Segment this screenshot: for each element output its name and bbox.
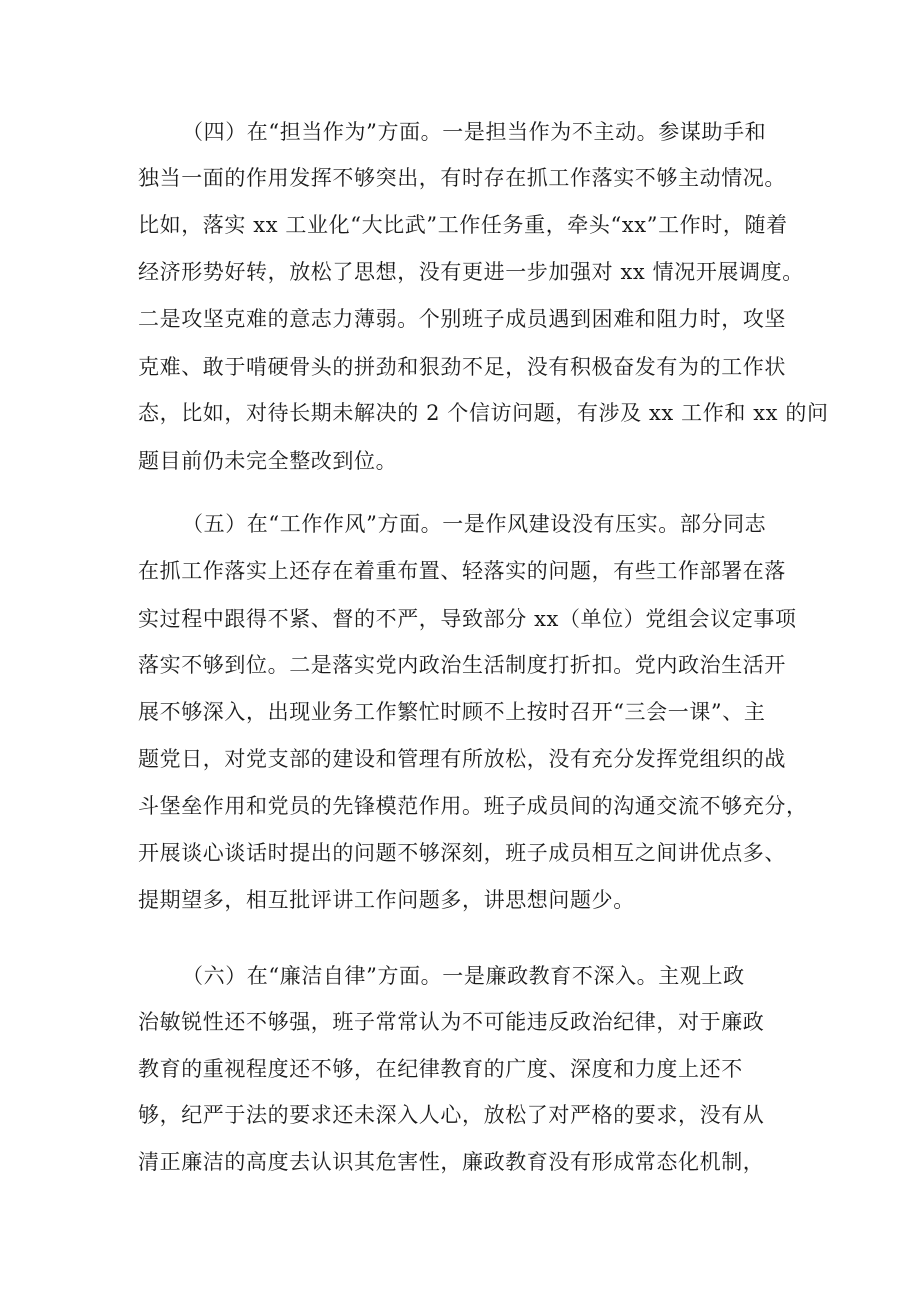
paragraph-line: 斗堡垒作用和党员的先锋模范作用。班子成员间的沟通交流不够充分， — [138, 794, 808, 818]
paragraph-line: 克难、敢于啃硬骨头的拼劲和狠劲不足，没有积极奋发有为的工作状 — [138, 355, 786, 379]
paragraph-line: （四）在“担当作为”方面。一是担当作为不主动。参谋助手和 — [182, 120, 767, 144]
paragraph-line: 教育的重视程度还不够，在纪律教育的广度、深度和力度上还不 — [138, 1057, 743, 1081]
paragraph-line: 题目前仍未完全整改到位。 — [138, 449, 398, 473]
paragraph-line: 比如，落实 xx 工业化“大比武”工作任务重，牵头“xx”工作时，随着 — [138, 213, 788, 237]
paragraph-line: 独当一面的作用发挥不够突出，有时存在抓工作落实不够主动情况。 — [138, 166, 786, 190]
paragraph-line: 落实不够到位。二是落实党内政治生活制度打折扣。党内政治生活开 — [138, 653, 786, 677]
paragraph-line: 二是攻坚克难的意志力薄弱。个别班子成员遇到困难和阻力时，攻坚 — [138, 307, 786, 331]
paragraph-line: 经济形势好转，放松了思想，没有更进一步加强对 xx 情况开展调度。 — [138, 260, 804, 284]
paragraph-line: 开展谈心谈话时提出的问题不够深刻，班子成员相互之间讲优点多、 — [138, 841, 786, 865]
paragraph-line: 治敏锐性还不够强，班子常常认为不可能违反政治纪律，对于廉政 — [138, 1010, 765, 1034]
paragraph-line: （五）在“工作作风”方面。一是作风建设没有压实。部分同志 — [182, 512, 767, 536]
paragraph-line: 提期望多，相互批评讲工作问题多，讲思想问题少。 — [138, 888, 635, 912]
paragraph-line: 够，纪严于法的要求还未深入人心，放松了对严格的要求，没有从 — [138, 1103, 765, 1127]
paragraph-line: （六）在“廉洁自律”方面。一是廉政教育不深入。主观上政 — [182, 964, 745, 988]
paragraph-line: 在抓工作落实上还存在着重布置、轻落实的问题，有些工作部署在落 — [138, 559, 786, 583]
paragraph-line: 实过程中跟得不紧、督的不严，导致部分 xx（单位）党组会议定事项 — [138, 607, 797, 631]
paragraph-line: 清正廉洁的高度去认识其危害性，廉政教育没有形成常态化机制， — [138, 1150, 765, 1174]
paragraph-line: 态，比如，对待长期未解决的 2 个信访问题，有涉及 xx 工作和 xx 的问 — [138, 401, 829, 425]
paragraph-line: 展不够深入，出现业务工作繁忙时顾不上按时召开“三会一课”、主 — [138, 700, 766, 724]
paragraph-line: 题党日，对党支部的建设和管理有所放松，没有充分发挥党组织的战 — [138, 747, 786, 771]
